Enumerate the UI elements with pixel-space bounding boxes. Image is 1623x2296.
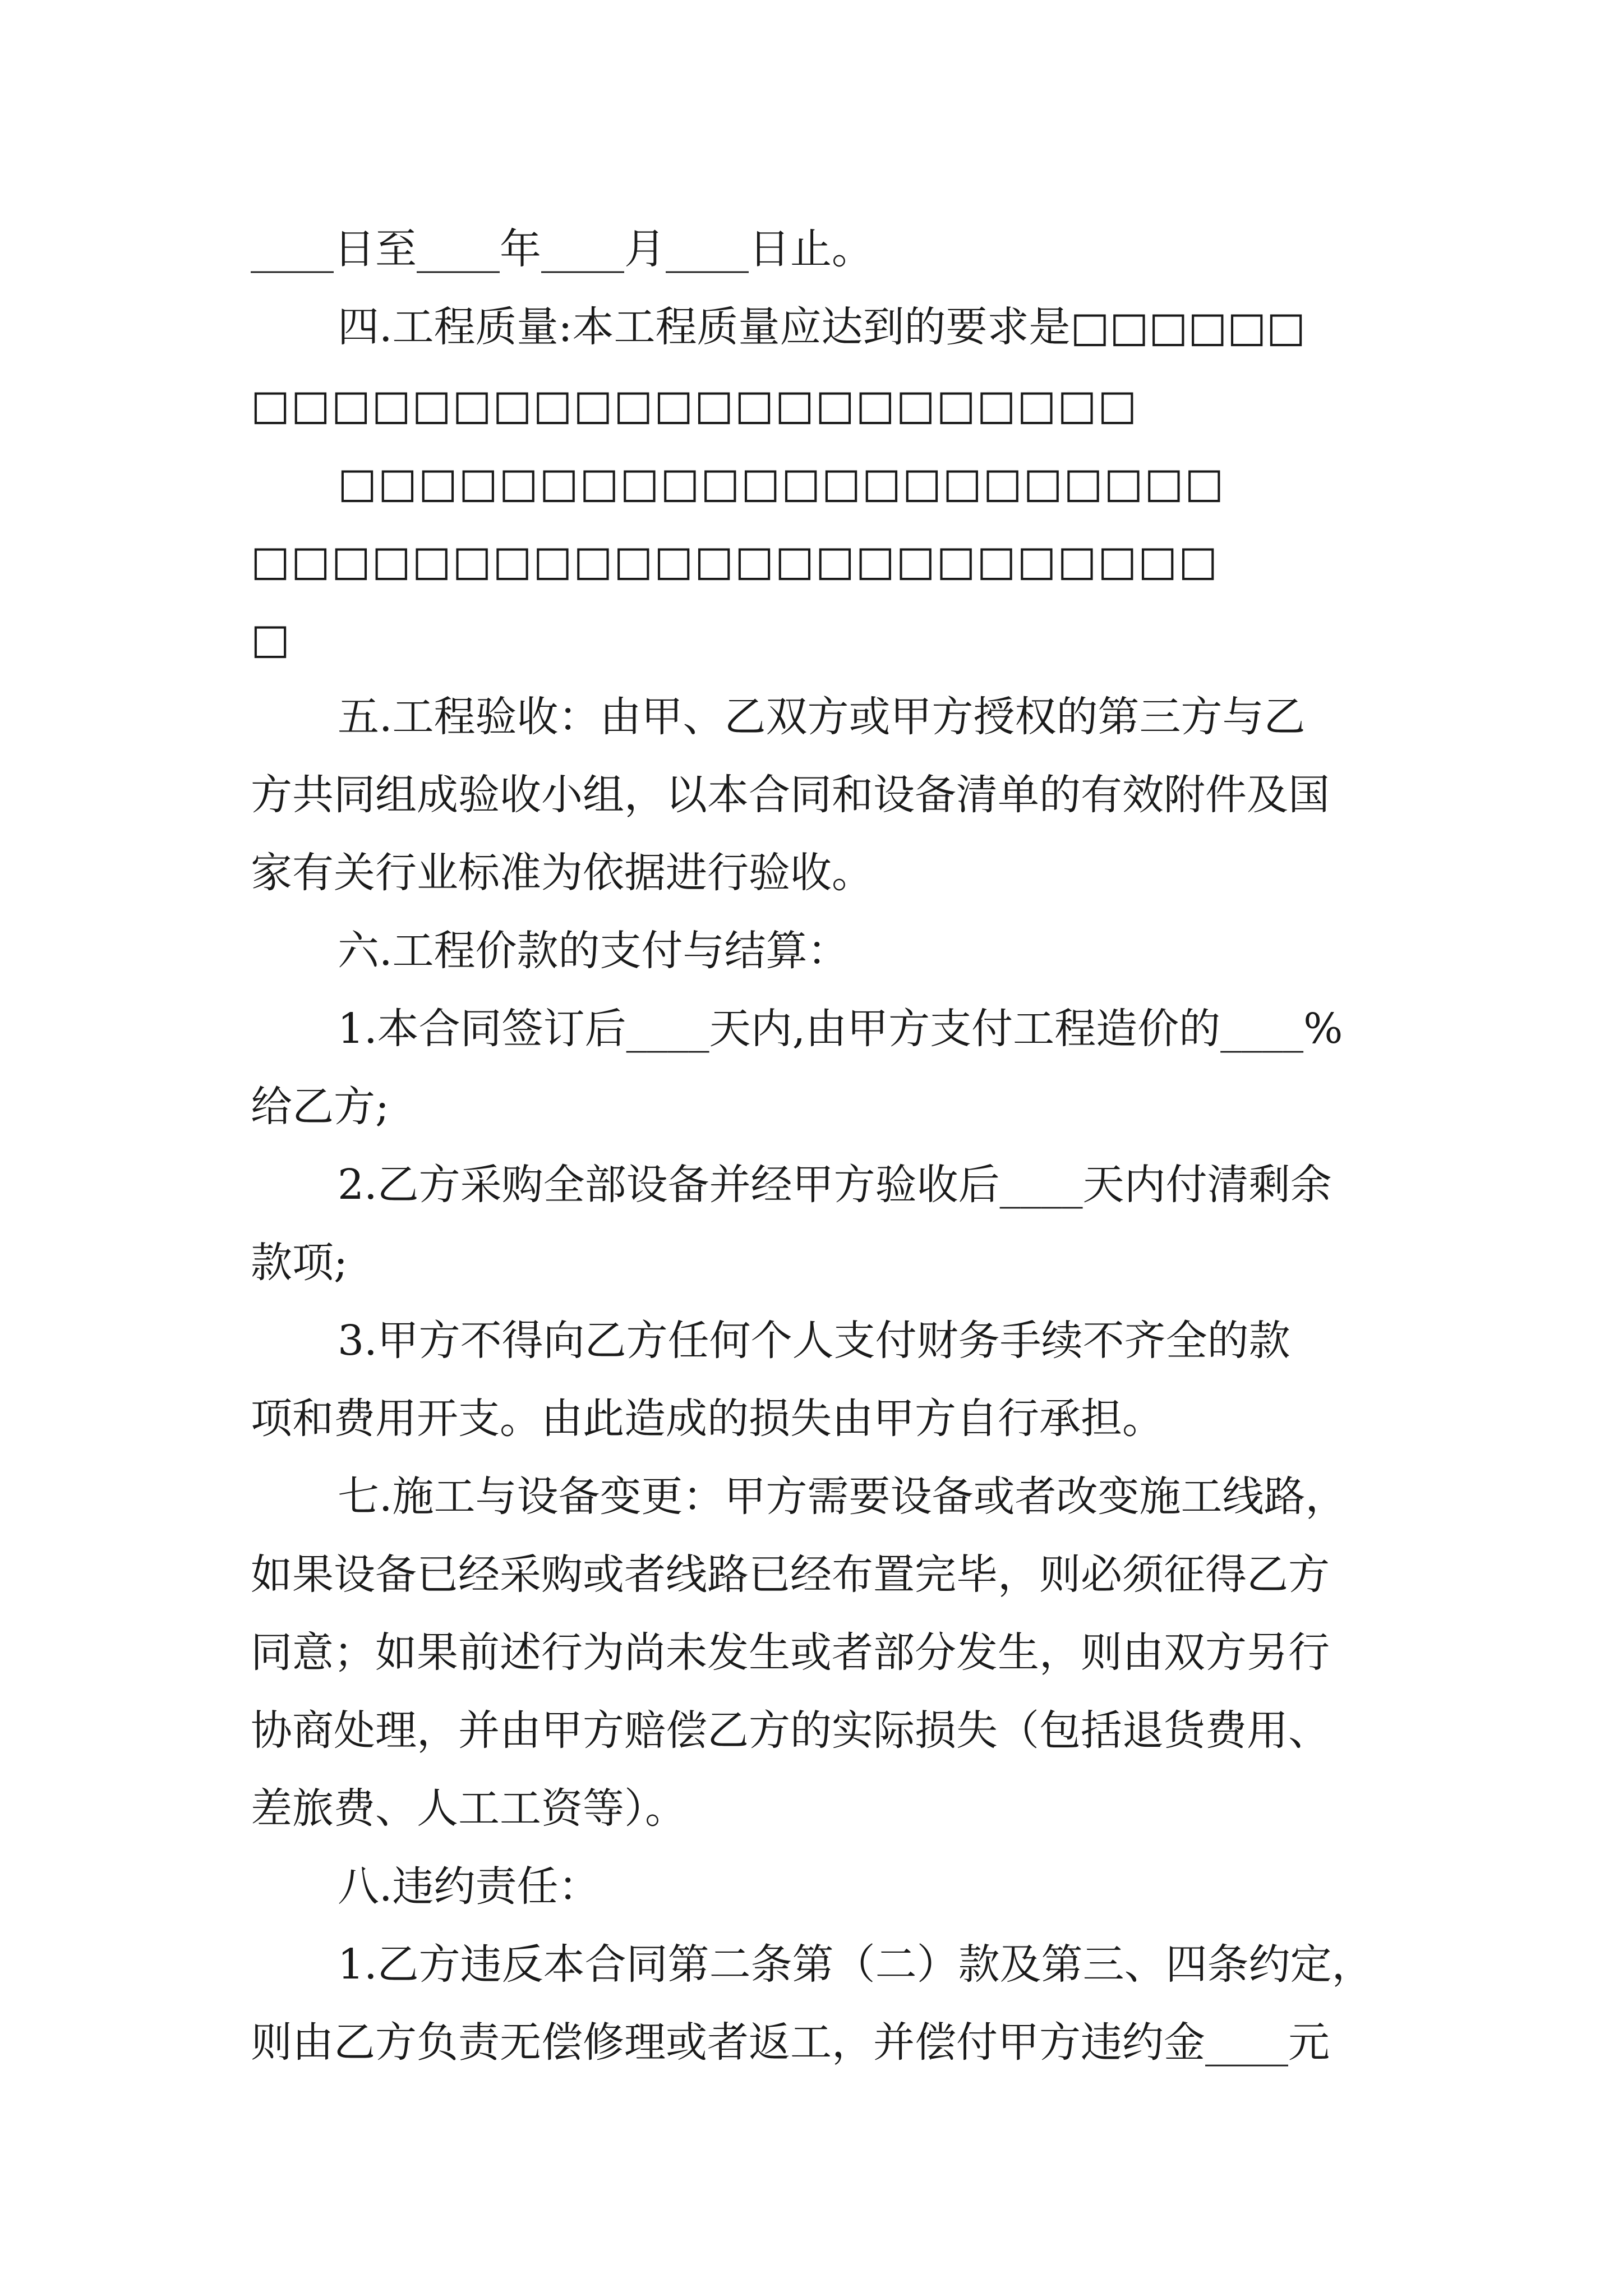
text-line: 家有关行业标准为依据进行验收。	[251, 849, 873, 897]
text-line: 款项;	[251, 1239, 348, 1287]
text-line: 如果设备已经采购或者线路已经布置完毕，则必须征得乙方	[251, 1550, 1330, 1599]
text-line: 同意；如果前述行为尚未发生或者部分发生，则由双方另行	[251, 1628, 1330, 1677]
text-line: 则由乙方负责无偿修理或者返工，并偿付甲方违约金____元	[251, 2018, 1330, 2067]
text-line: □□□□□□□□□□□□□□□□□□□□□□	[338, 459, 1225, 507]
text-line: ____日至____年____月____日止。	[251, 225, 873, 273]
text-line: □	[251, 615, 290, 663]
text-line: □□□□□□□□□□□□□□□□□□□□□□□□	[251, 537, 1219, 585]
list-item: 1.本合同签订后____天内,由甲方支付工程造价的____%	[338, 1005, 1343, 1053]
text-line: 给乙方;	[251, 1083, 389, 1131]
text-line: □□□□□□□□□□□□□□□□□□□□□□	[251, 381, 1138, 429]
text-line: 差旅费、人工工资等）。	[251, 1784, 686, 1833]
section-heading-quality: 四.工程质量:本工程质量应达到的要求是□□□□□□	[338, 303, 1306, 351]
section-heading-liability: 八.违约责任：	[338, 1862, 600, 1911]
text-line: 项和费用开支。由此造成的损失由甲方自行承担。	[251, 1395, 1164, 1443]
list-item: 1.乙方违反本合同第二条第（二）款及第三、四条约定，	[338, 1940, 1373, 1989]
text-line: 方共同组成验收小组，以本合同和设备清单的有效附件及国	[251, 771, 1330, 819]
list-item: 3.甲方不得向乙方任何个人支付财务手续不齐全的款	[338, 1317, 1290, 1365]
section-heading-acceptance: 五.工程验收：由甲、乙双方或甲方授权的第三方与乙	[338, 693, 1306, 741]
section-heading-payment: 六.工程价款的支付与结算：	[338, 927, 849, 975]
list-item: 2.乙方采购全部设备并经甲方验收后____天内付清剩余	[338, 1161, 1332, 1209]
text-line: 协商处理，并由甲方赔偿乙方的实际损失（包括退货费用、	[251, 1706, 1330, 1755]
section-heading-changes: 七.施工与设备变更：甲方需要设备或者改变施工线路，	[338, 1473, 1347, 1521]
document-body	[251, 210, 1378, 2082]
